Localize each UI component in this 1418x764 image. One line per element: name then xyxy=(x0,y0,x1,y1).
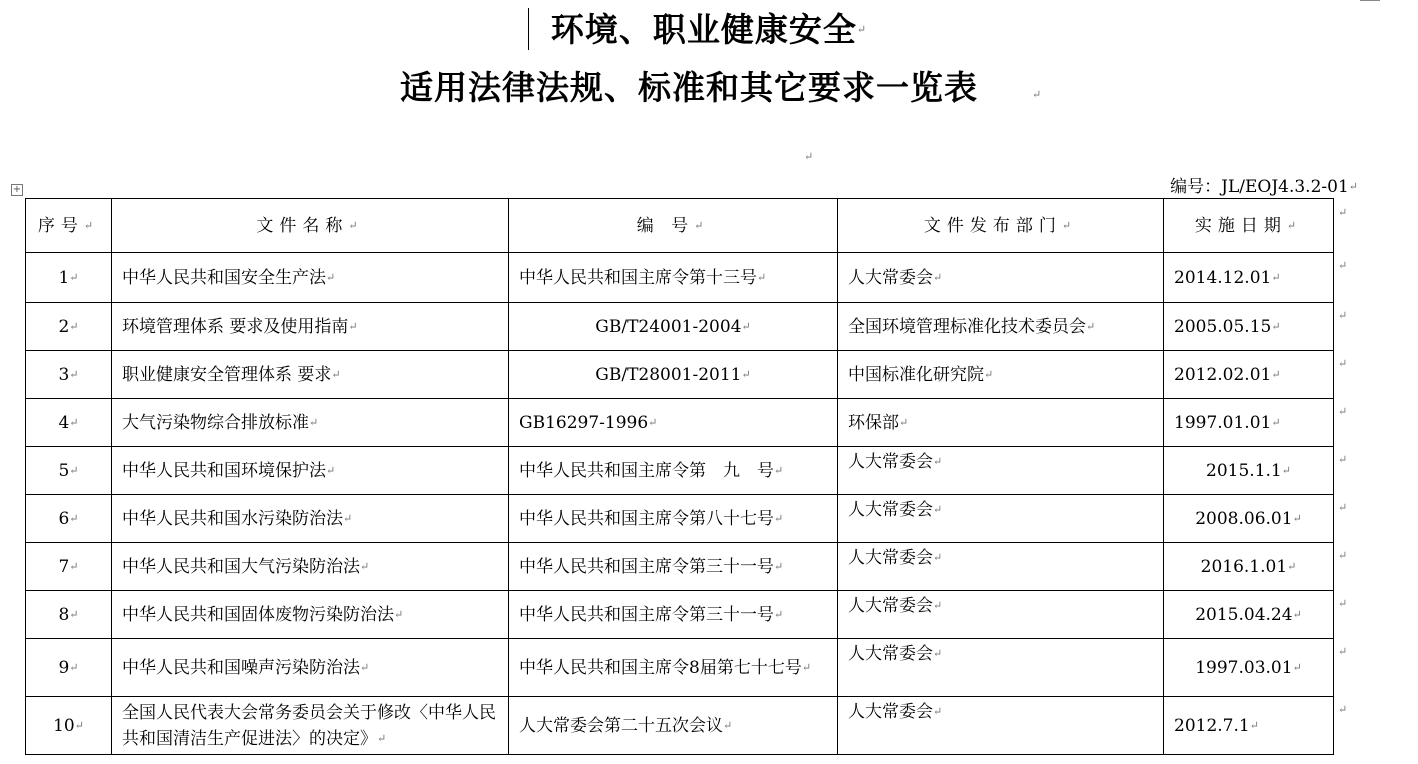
cell-code-text: GB/T24001-2004 xyxy=(595,316,742,337)
cell-dept[interactable] xyxy=(838,253,1164,303)
paragraph-mark: ↵ xyxy=(1032,88,1042,101)
cell-doc-name-text: 中华人民共和国固体废物污染防治法 xyxy=(122,604,394,625)
cell-doc-name-text: 中华人民共和国噪声污染防治法 xyxy=(122,657,360,678)
cell-serial-text: 6 xyxy=(58,508,70,529)
paragraph-mark: ↵ xyxy=(360,559,370,573)
cell-date-text: 2016.1.01 xyxy=(1200,556,1288,577)
cell-doc-name-text: 职业健康安全管理体系 要求 xyxy=(122,364,332,385)
paragraph-mark: ↵ xyxy=(360,660,370,674)
table-row xyxy=(26,253,1334,303)
cell-code-text: 中华人民共和国主席令第十三号 xyxy=(519,267,757,288)
document-number xyxy=(1170,176,1358,198)
cell-dept[interactable] xyxy=(838,351,1164,399)
cell-code[interactable] xyxy=(509,639,838,697)
cell-doc-name-text: 大气污染物综合排放标准 xyxy=(122,412,309,433)
cell-doc-name[interactable] xyxy=(112,399,509,447)
cell-date[interactable] xyxy=(1164,351,1334,399)
paragraph-mark: ↵ xyxy=(933,455,943,468)
cell-date[interactable] xyxy=(1164,591,1334,639)
cell-serial[interactable] xyxy=(26,697,112,755)
header-date-text: 实施日期 xyxy=(1194,215,1287,236)
cell-date-text: 2008.06.01 xyxy=(1195,508,1293,529)
paragraph-mark: ↵ xyxy=(1271,367,1281,381)
cell-serial-text: 9 xyxy=(58,657,70,678)
cell-date-text: 2012.7.1 xyxy=(1174,715,1250,736)
cell-dept-text: 人大常委会 xyxy=(848,500,933,520)
cell-dept[interactable] xyxy=(838,543,1164,591)
row-end-mark: ↵ xyxy=(1338,549,1348,562)
row-end-mark: ↵ xyxy=(1338,259,1348,272)
cell-serial[interactable] xyxy=(26,591,112,639)
paragraph-mark: ↵ xyxy=(69,270,79,284)
paragraph-mark: ↵ xyxy=(933,503,943,516)
document-title-line1[interactable] xyxy=(0,8,1418,52)
cell-code-text: 中华人民共和国主席令第八十七号 xyxy=(519,508,774,529)
table-row xyxy=(26,697,1334,755)
cell-dept-text: 人大常委会 xyxy=(848,596,933,616)
paragraph-mark: ↵ xyxy=(1292,660,1302,674)
cell-dept[interactable] xyxy=(838,399,1164,447)
header-cell-code[interactable] xyxy=(509,199,838,253)
cell-code[interactable] xyxy=(509,543,838,591)
paragraph-mark: ↵ xyxy=(69,415,79,429)
paragraph-mark: ↵ xyxy=(326,463,336,477)
header-serial-text: 序号 xyxy=(37,215,84,236)
cell-doc-name[interactable] xyxy=(112,253,509,303)
table-row xyxy=(26,543,1334,591)
document-title-line2[interactable] xyxy=(0,66,1418,110)
paragraph-mark: ↵ xyxy=(933,599,943,612)
cell-code[interactable] xyxy=(509,495,838,543)
paragraph-mark: ↵ xyxy=(933,647,943,660)
cell-doc-name[interactable] xyxy=(112,543,509,591)
table-row xyxy=(26,591,1334,639)
cell-serial-text: 3 xyxy=(58,364,70,385)
paragraph-mark: ↵ xyxy=(348,218,364,232)
cell-serial-text: 1 xyxy=(58,267,70,288)
row-end-mark: ↵ xyxy=(1338,453,1348,466)
cell-serial-text: 10 xyxy=(53,715,75,736)
cell-code-text: GB16297-1996 xyxy=(519,412,649,433)
cell-dept-text: 人大常委会 xyxy=(848,548,933,568)
cell-code[interactable] xyxy=(509,253,838,303)
paragraph-mark: ↵ xyxy=(69,319,79,333)
header-cell-dept[interactable] xyxy=(838,199,1164,253)
header-cell-doc-name[interactable] xyxy=(112,199,509,253)
paragraph-mark: ↵ xyxy=(1281,463,1291,477)
paragraph-mark: ↵ xyxy=(343,511,353,525)
paragraph-mark: ↵ xyxy=(899,415,909,429)
cell-date[interactable] xyxy=(1164,639,1334,697)
paragraph-mark: ↵ xyxy=(309,415,319,429)
cell-code-text: 中华人民共和国主席令第三十一号 xyxy=(519,604,774,625)
row-end-mark: ↵ xyxy=(1338,703,1348,716)
cell-doc-name-text: 全国人民代表大会常务委员会关于修改〈中华人民共和国清洁生产促进法〉的决定》 xyxy=(122,702,496,749)
cell-serial-text: 4 xyxy=(58,412,70,433)
cell-doc-name[interactable] xyxy=(112,351,509,399)
cell-doc-name-text: 中华人民共和国环境保护法 xyxy=(122,460,326,481)
paragraph-mark: ↵ xyxy=(69,607,79,621)
table-row xyxy=(26,495,1334,543)
cell-serial-text: 7 xyxy=(58,556,70,577)
row-end-mark: ↵ xyxy=(1338,645,1348,658)
header-doc-name-text: 文件名称 xyxy=(256,215,349,236)
cell-date[interactable] xyxy=(1164,495,1334,543)
paragraph-mark: ↵ xyxy=(377,731,387,745)
cell-serial[interactable] xyxy=(26,399,112,447)
cell-dept-text: 环保部 xyxy=(848,412,899,433)
table-row xyxy=(26,303,1334,351)
paragraph-mark: ↵ xyxy=(774,463,784,477)
cell-doc-name-text: 中华人民共和国水污染防治法 xyxy=(122,508,343,529)
paragraph-mark: ↵ xyxy=(1271,270,1281,284)
cell-serial-text: 5 xyxy=(58,460,70,481)
cell-code[interactable] xyxy=(509,303,838,351)
paragraph-mark: ↵ xyxy=(774,607,784,621)
cell-doc-name[interactable] xyxy=(112,639,509,697)
paragraph-mark: ↵ xyxy=(804,150,814,163)
cell-serial-text: 8 xyxy=(58,604,70,625)
cell-serial[interactable] xyxy=(26,639,112,697)
paragraph-mark: ↵ xyxy=(801,660,812,674)
paragraph-mark: ↵ xyxy=(348,319,358,333)
paragraph-mark: ↵ xyxy=(1271,319,1281,333)
cell-doc-name[interactable] xyxy=(112,591,509,639)
row-end-mark: ↵ xyxy=(1338,501,1348,514)
cell-code-text: 中华人民共和国主席令8届第七十七号 xyxy=(519,657,802,678)
page-corner-rule xyxy=(1360,0,1380,1)
cell-date-text: 2015.04.24 xyxy=(1195,604,1293,625)
cell-dept-text: 人大常委会 xyxy=(848,267,933,288)
cell-dept[interactable] xyxy=(838,495,1164,543)
row-end-mark: ↵ xyxy=(1338,357,1348,370)
table-row xyxy=(26,639,1334,697)
cell-dept-text: 人大常委会 xyxy=(848,644,933,664)
paragraph-mark: ↵ xyxy=(741,367,751,381)
cell-code-text: GB/T28001-2011 xyxy=(595,364,742,385)
paragraph-mark: ↵ xyxy=(69,559,79,573)
cell-serial[interactable] xyxy=(26,253,112,303)
cell-code[interactable] xyxy=(509,697,838,755)
row-end-mark: ↵ xyxy=(1338,597,1348,610)
regulations-table xyxy=(25,198,1334,755)
cell-date[interactable] xyxy=(1164,399,1334,447)
header-code-text: 编 号 xyxy=(636,215,695,236)
cell-doc-name[interactable] xyxy=(112,697,509,755)
table-row xyxy=(26,351,1334,399)
paragraph-mark: ↵ xyxy=(774,511,784,525)
paragraph-mark: ↵ xyxy=(648,415,658,429)
cell-code[interactable] xyxy=(509,447,838,495)
paragraph-mark: ↵ xyxy=(741,319,751,333)
paragraph-mark: ↵ xyxy=(774,559,784,573)
cell-date-text: 1997.03.01 xyxy=(1195,657,1293,678)
paragraph-mark: ↵ xyxy=(1249,718,1259,732)
paragraph-mark: ↵ xyxy=(1286,218,1303,232)
cell-serial[interactable] xyxy=(26,495,112,543)
paragraph-mark: ↵ xyxy=(331,367,341,381)
paragraph-mark: ↵ xyxy=(69,511,79,525)
cell-serial[interactable] xyxy=(26,351,112,399)
table-move-handle-icon[interactable]: + xyxy=(12,184,22,195)
cell-serial-text: 2 xyxy=(58,316,70,337)
cell-date-text: 2015.1.1 xyxy=(1206,460,1282,481)
cell-doc-name[interactable] xyxy=(112,495,509,543)
cell-code-text: 中华人民共和国主席令第 九 号 xyxy=(519,460,774,481)
paragraph-mark: ↵ xyxy=(1061,218,1078,232)
cell-doc-name[interactable] xyxy=(112,303,509,351)
cell-dept-text: 中国标准化研究院 xyxy=(848,364,984,385)
row-end-mark: ↵ xyxy=(1338,206,1348,219)
paragraph-mark: ↵ xyxy=(933,551,943,564)
paragraph-mark: ↵ xyxy=(1287,559,1297,573)
paragraph-mark: ↵ xyxy=(1292,607,1302,621)
cell-serial[interactable] xyxy=(26,543,112,591)
cell-code[interactable] xyxy=(509,591,838,639)
cell-serial[interactable] xyxy=(26,447,112,495)
paragraph-mark: ↵ xyxy=(83,218,100,232)
paragraph-mark: ↵ xyxy=(1348,180,1358,193)
document-number-text: 编号：JL/EOJ4.3.2-01 xyxy=(1170,177,1349,197)
cell-dept-text: 人大常委会 xyxy=(848,702,933,722)
paragraph-mark: ↵ xyxy=(933,270,943,284)
cell-dept-text: 人大常委会 xyxy=(848,452,933,472)
row-end-mark: ↵ xyxy=(1338,309,1348,322)
cell-doc-name-text: 环境管理体系 要求及使用指南 xyxy=(122,316,349,337)
cell-doc-name-text: 中华人民共和国大气污染防治法 xyxy=(122,556,360,577)
cell-date-text: 2014.12.01 xyxy=(1174,267,1272,288)
title-line1-text: 环境、职业健康安全 xyxy=(550,10,857,49)
cell-date[interactable] xyxy=(1164,697,1334,755)
cell-date[interactable] xyxy=(1164,253,1334,303)
cell-dept[interactable] xyxy=(838,303,1164,351)
cell-date-text: 2012.02.01 xyxy=(1174,364,1272,385)
table-row xyxy=(26,447,1334,495)
paragraph-mark: ↵ xyxy=(69,367,79,381)
header-cell-date[interactable] xyxy=(1164,199,1334,253)
paragraph-mark: ↵ xyxy=(1271,415,1281,429)
cell-doc-name-text: 中华人民共和国安全生产法 xyxy=(122,267,326,288)
cell-dept[interactable] xyxy=(838,591,1164,639)
cell-date[interactable] xyxy=(1164,543,1334,591)
paragraph-mark: ↵ xyxy=(394,607,404,621)
paragraph-mark: ↵ xyxy=(933,705,943,718)
row-end-mark: ↵ xyxy=(1338,405,1348,418)
paragraph-mark: ↵ xyxy=(723,718,733,732)
paragraph-mark: ↵ xyxy=(1292,511,1302,525)
cell-code-text: 中华人民共和国主席令第三十一号 xyxy=(519,556,774,577)
table-row xyxy=(26,399,1334,447)
paragraph-mark: ↵ xyxy=(326,270,336,284)
cell-dept[interactable] xyxy=(838,639,1164,697)
table-header-row xyxy=(26,199,1334,253)
cell-code[interactable] xyxy=(509,351,838,399)
cell-date-text: 1997.01.01 xyxy=(1174,412,1272,433)
header-dept-text: 文件发布部门 xyxy=(923,215,1062,236)
cell-code-text: 人大常委会第二十五次会议 xyxy=(519,715,723,736)
paragraph-mark: ↵ xyxy=(856,23,868,36)
paragraph-mark: ↵ xyxy=(1086,319,1096,333)
cell-dept-text: 全国环境管理标准化技术委员会 xyxy=(848,316,1086,337)
cell-date-text: 2005.05.15 xyxy=(1174,316,1272,337)
paragraph-mark: ↵ xyxy=(69,463,79,477)
cell-date[interactable] xyxy=(1164,447,1334,495)
paragraph-mark: ↵ xyxy=(694,218,710,232)
paragraph-mark: ↵ xyxy=(984,367,994,381)
cell-serial[interactable] xyxy=(26,303,112,351)
header-cell-serial[interactable] xyxy=(26,199,112,253)
title-line2-text: 适用法律法规、标准和其它要求一览表 xyxy=(400,68,978,107)
paragraph-mark: ↵ xyxy=(74,718,84,732)
cell-dept[interactable] xyxy=(838,697,1164,755)
paragraph-mark: ↵ xyxy=(757,270,767,284)
cell-date[interactable] xyxy=(1164,303,1334,351)
paragraph-mark: ↵ xyxy=(69,660,79,674)
cell-dept[interactable] xyxy=(838,447,1164,495)
cell-doc-name[interactable] xyxy=(112,447,509,495)
table-body xyxy=(26,253,1334,755)
cell-code[interactable] xyxy=(509,399,838,447)
